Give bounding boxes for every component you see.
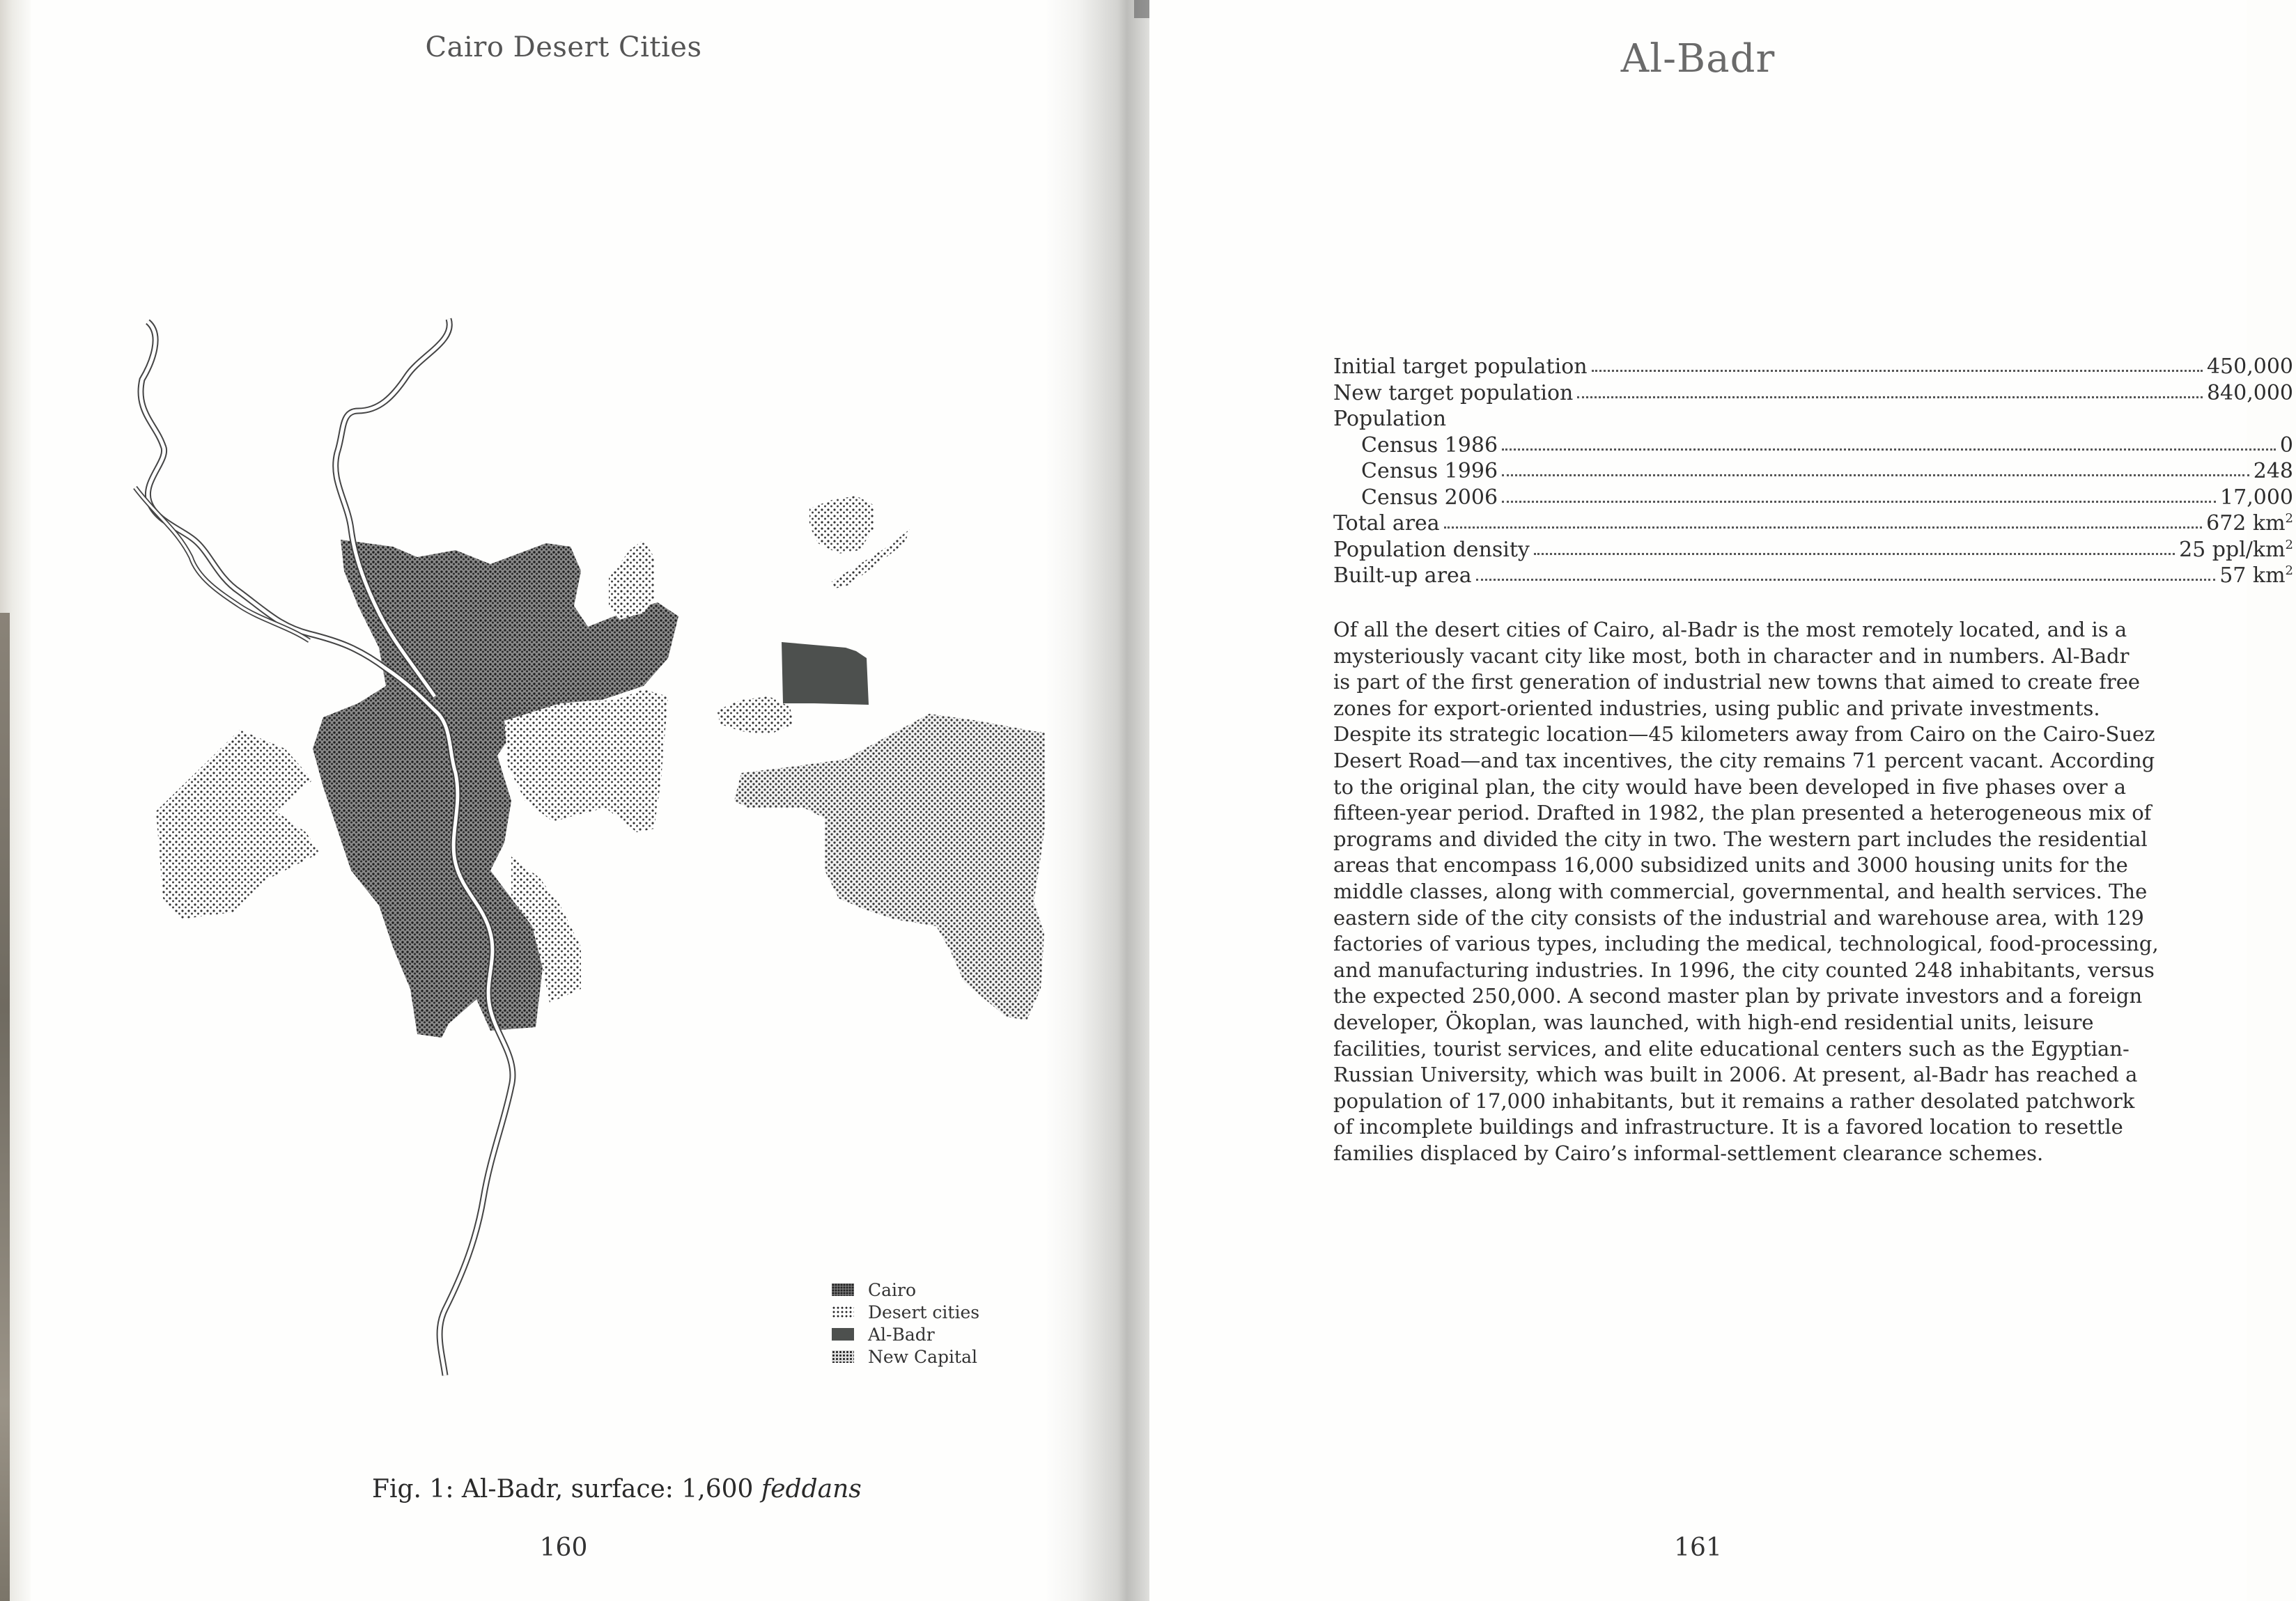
stat-value bbox=[2220, 485, 2293, 511]
legend-label: New Capital bbox=[868, 1346, 977, 1367]
stat-row bbox=[1333, 406, 2293, 432]
dot-leader bbox=[1592, 369, 2203, 372]
nile-west-branch bbox=[135, 487, 309, 641]
body-line: fifteen-year period. Drafted in 1982, the plan presented a heterogeneous mix of bbox=[1333, 801, 2152, 825]
stat-value-text: 57 km bbox=[2219, 563, 2286, 588]
stat-value-text: 248 bbox=[2253, 459, 2293, 483]
caption-unit: feddans bbox=[761, 1475, 862, 1504]
dot-leader bbox=[1577, 396, 2203, 398]
body-line: Desert Road—and tax incentives, the city remains 71 percent vacant. According bbox=[1333, 748, 2155, 772]
body-line: factories of various types, including the medical, technological, food-processing, bbox=[1333, 932, 2159, 956]
body-line: of incomplete buildings and infrastructure. It is a favored location to resettle bbox=[1333, 1115, 2123, 1139]
stat-row bbox=[1333, 380, 2293, 407]
legend-label: Cairo bbox=[868, 1279, 917, 1300]
stat-row bbox=[1333, 537, 2293, 563]
figure-caption bbox=[372, 1475, 862, 1504]
legend-item bbox=[832, 1279, 979, 1301]
dot-leader bbox=[1444, 526, 2202, 529]
stat-value-text: 25 ppl/km bbox=[2179, 537, 2286, 562]
dot-leader bbox=[1502, 448, 2276, 451]
body-paragraph bbox=[1333, 617, 2296, 1166]
body-line: programs and divided the city in two. The western part includes the residential bbox=[1333, 827, 2148, 851]
stat-label: Population density bbox=[1333, 537, 1530, 562]
body-line: Of all the desert cities of Cairo, al-Badr is the most remotely located, and is a bbox=[1333, 618, 2127, 641]
stat-label: Census 2006 bbox=[1361, 485, 1498, 510]
body-line: families displaced by Cairo’s informal-settlement clearance schemes. bbox=[1333, 1141, 2044, 1165]
stat-value-text: 0 bbox=[2279, 432, 2293, 458]
body-line: developer, Ökoplan, was launched, with high-end residential units, leisure bbox=[1333, 1010, 2094, 1034]
al-badr-area bbox=[782, 642, 869, 705]
stat-value-superscript: 2 bbox=[2285, 511, 2293, 526]
dot-leader bbox=[1502, 500, 2216, 503]
caption-text: Fig. 1: Al-Badr, surface: 1,600 bbox=[372, 1475, 761, 1504]
body-line: Despite its strategic location—45 kilometers away from Cairo on the Cairo-Suez bbox=[1333, 722, 2155, 747]
stat-value-text: 17,000 bbox=[2220, 485, 2293, 510]
body-line: facilities, tourist services, and elite educational centers such as the Egyptian- bbox=[1333, 1036, 2130, 1061]
gutter-mark bbox=[1134, 0, 1149, 18]
page-number-left: 160 bbox=[539, 1533, 588, 1562]
stat-value bbox=[2207, 354, 2293, 380]
running-head: Cairo Desert Cities bbox=[425, 31, 702, 63]
stat-label: Population bbox=[1333, 407, 1447, 431]
body-line: mysteriously vacant city like most, both in character and in numbers. Al-Badr bbox=[1333, 643, 2130, 668]
dot-leader bbox=[1502, 474, 2249, 476]
desert-city-west bbox=[156, 730, 320, 919]
stat-row bbox=[1333, 432, 2293, 459]
legend-label: Desert cities bbox=[868, 1302, 980, 1322]
stat-row bbox=[1333, 458, 2293, 485]
stat-row bbox=[1333, 510, 2293, 537]
stat-label: Total area bbox=[1333, 511, 1440, 536]
statistics-table bbox=[1333, 354, 2293, 589]
stat-row bbox=[1333, 563, 2293, 589]
map-figure bbox=[100, 292, 1089, 1407]
legend-item bbox=[832, 1345, 979, 1368]
legend-swatch-cairo bbox=[832, 1283, 854, 1296]
desert-city-small-east bbox=[717, 696, 793, 735]
stat-row bbox=[1333, 354, 2293, 380]
desert-city-north-small bbox=[809, 496, 874, 554]
stat-value-superscript: 2 bbox=[2285, 563, 2293, 578]
stat-value-text: 450,000 bbox=[2206, 354, 2293, 379]
right-page bbox=[1149, 0, 2293, 1601]
stat-value bbox=[2179, 537, 2293, 563]
body-line: zones for export-oriented industries, using public and private investments. bbox=[1333, 696, 2100, 720]
stat-value bbox=[2219, 563, 2293, 589]
body-line: Russian University, which was built in 2006. At present, al-Badr has reached a bbox=[1333, 1063, 2138, 1087]
stat-value bbox=[2207, 380, 2293, 407]
stat-value bbox=[2206, 510, 2293, 537]
body-line: is part of the first generation of industrial new towns that aimed to create free bbox=[1333, 670, 2141, 694]
dot-leader bbox=[1476, 578, 2216, 581]
body-line: middle classes, along with commercial, governmental, and health services. The bbox=[1333, 879, 2148, 903]
legend-swatch-al-badr bbox=[832, 1328, 854, 1341]
body-line: eastern side of the city consists of the industrial and warehouse area, with 129 bbox=[1333, 905, 2144, 930]
page-edge-shadow bbox=[0, 0, 31, 1601]
stat-value-text: 672 km bbox=[2206, 511, 2286, 536]
stat-label: Initial target population bbox=[1333, 354, 1588, 379]
stat-label: New target population bbox=[1333, 380, 1574, 405]
stat-label: Built-up area bbox=[1333, 563, 1472, 588]
stat-value-superscript: 2 bbox=[2285, 537, 2293, 552]
dot-leader bbox=[1534, 552, 2175, 555]
stat-value bbox=[2280, 432, 2293, 459]
stat-row bbox=[1333, 485, 2293, 511]
body-line: areas that encompass 16,000 subsidized units and 3000 housing units for the bbox=[1333, 853, 2128, 877]
legend-item bbox=[832, 1301, 979, 1323]
body-line: the expected 250,000. A second master plan by private investors and a foreign bbox=[1333, 984, 2143, 1008]
stat-label: Census 1986 bbox=[1361, 432, 1498, 458]
stat-value bbox=[2254, 458, 2293, 485]
legend-swatch-desert-cities bbox=[832, 1306, 854, 1318]
desert-city-northeast bbox=[609, 540, 654, 620]
left-page bbox=[31, 0, 1096, 1601]
stat-value-text: 840,000 bbox=[2206, 380, 2293, 405]
stat-label: Census 1996 bbox=[1361, 459, 1498, 483]
new-capital-area bbox=[734, 714, 1069, 1020]
legend-swatch-new-capital bbox=[832, 1350, 854, 1363]
legend-item bbox=[832, 1323, 979, 1345]
book-edge-strip bbox=[0, 613, 10, 1601]
body-line: to the original plan, the city would have been developed in five phases over a bbox=[1333, 774, 2127, 799]
chapter-title: Al-Badr bbox=[1620, 36, 1776, 81]
map-legend bbox=[832, 1279, 979, 1368]
body-line: and manufacturing industries. In 1996, the city counted 248 inhabitants, versus bbox=[1333, 958, 2155, 982]
legend-label: Al-Badr bbox=[868, 1324, 935, 1345]
page-number-right: 161 bbox=[1674, 1533, 1722, 1562]
body-line: population of 17,000 inhabitants, but it remains a rather desolated patchwork bbox=[1333, 1088, 2135, 1113]
